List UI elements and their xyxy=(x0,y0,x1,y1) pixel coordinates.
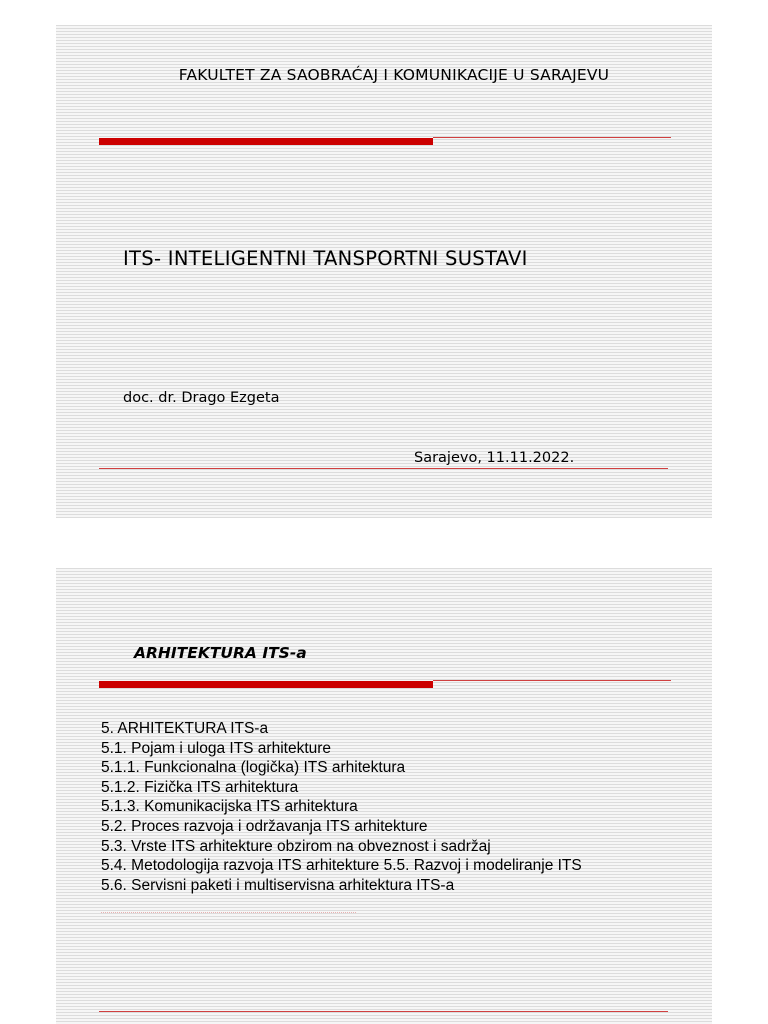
toc-item: 5.2. Proces razvoja i održavanja ITS arhitekture xyxy=(101,817,428,835)
footer-divider-line xyxy=(99,468,668,469)
heading-divider-line xyxy=(433,680,671,681)
presentation-title: ITS- INTELIGENTNI TANSPORTNI SUSTAVI xyxy=(123,247,528,270)
place-date: Sarajevo, 11.11.2022. xyxy=(414,450,575,466)
title-slide xyxy=(56,25,712,518)
table-of-contents xyxy=(101,719,582,895)
section-heading: ARHITEKTURA ITS-a xyxy=(134,644,307,662)
toc-item: 5.3. Vrste ITS arhitekture obzirom na obveznost i sadržaj xyxy=(101,837,491,855)
title-divider-bar xyxy=(99,138,433,145)
heading-divider-bar xyxy=(99,681,433,688)
toc-item: 5.1.1. Funkcionalna (logička) ITS arhitektura xyxy=(101,759,406,777)
toc-item: 5. ARHITEKTURA ITS-a xyxy=(101,720,269,737)
toc-item: 5.6. Servisni paketi i multiservisna arhitektura ITS-a xyxy=(101,876,455,894)
title-divider-line xyxy=(433,137,671,138)
dotted-divider xyxy=(101,912,356,913)
author-name: doc. dr. Drago Ezgeta xyxy=(123,390,280,406)
footer-divider-line xyxy=(99,1011,668,1012)
toc-item: 5.1.2. Fizička ITS arhitektura xyxy=(101,778,299,796)
toc-item: 5.1.3. Komunikacijska ITS arhitektura xyxy=(101,798,358,816)
toc-item: 5.1. Pojam i uloga ITS arhitekture xyxy=(101,739,332,757)
toc-item: 5.4. Metodologija razvoja ITS arhitekture 5.5. Razvoj i modeliranje ITS xyxy=(101,857,582,875)
contents-slide xyxy=(56,568,712,1024)
faculty-name: FAKULTET ZA SAOBRAĆAJ I KOMUNIKACIJE U SARAJEVU xyxy=(178,66,610,84)
